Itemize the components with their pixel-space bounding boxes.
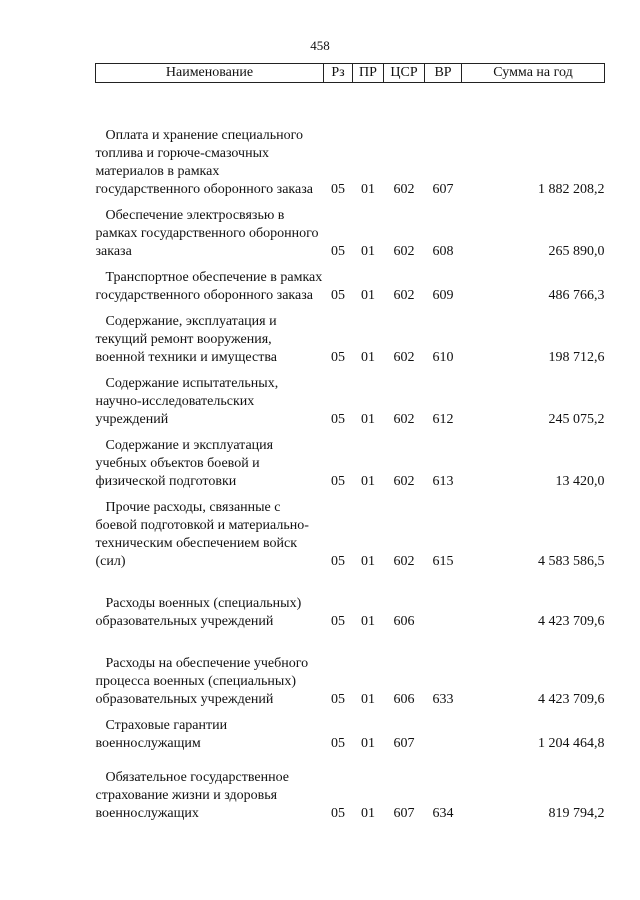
row-sum: 4 423 709,6 (538, 614, 605, 629)
header-name: Наименование (96, 64, 324, 83)
row-csr: 606 (393, 614, 415, 629)
row-pr: 01 (361, 554, 375, 569)
header-pr: ПР (353, 64, 384, 83)
row-rz: 05 (331, 244, 345, 259)
table-row (96, 575, 605, 635)
row-pr: 01 (361, 692, 375, 707)
row-name: Обязательное государственное страхование жизни и здоровья военнослужащих (95, 770, 289, 821)
row-sum: 198 712,6 (548, 350, 605, 365)
row-pr: 01 (361, 806, 375, 821)
row-pr: 01 (361, 182, 375, 197)
row-vr (425, 713, 462, 757)
row-name: Расходы на обеспечение учебного процесса военных (специальных) образовательных учреждений (95, 656, 309, 707)
row-vr: 633 (432, 692, 454, 707)
row-vr: 609 (432, 288, 454, 303)
row-vr: 608 (432, 244, 454, 259)
row-name: Оплата и хранение специального топлива и горюче-смазочных материалов в рамках государственного оборонного заказа (95, 128, 313, 197)
row-csr: 607 (393, 806, 415, 821)
row-pr: 01 (361, 288, 375, 303)
row-pr: 01 (361, 244, 375, 259)
table-row (96, 123, 605, 203)
row-name: Содержание испытательных, научно-исследовательских учреждений (95, 376, 279, 427)
row-pr: 01 (361, 350, 375, 365)
row-csr: 602 (393, 288, 415, 303)
row-rz: 05 (331, 806, 345, 821)
row-vr: 610 (432, 350, 454, 365)
row-name: Прочие расходы, связанные с боевой подготовкой и материально-техническим обеспечением войск (сил) (95, 500, 309, 569)
table-row (96, 713, 605, 757)
row-csr: 602 (393, 554, 415, 569)
row-vr: 612 (432, 412, 454, 427)
row-name: Транспортное обеспечение в рамках государственного оборонного заказа (95, 270, 323, 303)
row-vr: 634 (432, 806, 454, 821)
row-sum: 265 890,0 (548, 244, 605, 259)
row-name: Страховые гарантии военнослужащим (95, 718, 228, 751)
row-sum: 1 204 464,8 (538, 736, 605, 751)
row-pr: 01 (361, 474, 375, 489)
row-csr: 602 (393, 412, 415, 427)
row-csr: 602 (393, 474, 415, 489)
table-row (96, 495, 605, 575)
row-csr: 602 (393, 350, 415, 365)
table-spacer (96, 83, 605, 124)
row-sum: 819 794,2 (548, 806, 605, 821)
row-rz: 05 (331, 736, 345, 751)
header-rz: Рз (324, 64, 353, 83)
budget-table (95, 63, 605, 827)
row-sum: 245 075,2 (548, 412, 605, 427)
row-csr: 602 (393, 244, 415, 259)
header-vr: ВР (425, 64, 462, 83)
row-pr: 01 (361, 736, 375, 751)
row-vr: 613 (432, 474, 454, 489)
row-rz: 05 (331, 692, 345, 707)
row-csr: 602 (393, 182, 415, 197)
row-csr: 607 (393, 736, 415, 751)
row-sum: 486 766,3 (548, 288, 605, 303)
table-row (96, 203, 605, 265)
row-sum: 13 420,0 (555, 474, 605, 489)
table-header-row (96, 64, 605, 83)
table-row (96, 309, 605, 371)
row-rz: 05 (331, 412, 345, 427)
table-row (96, 265, 605, 309)
table-row (96, 371, 605, 433)
row-pr: 01 (361, 412, 375, 427)
row-vr: 615 (432, 554, 454, 569)
row-rz: 05 (331, 288, 345, 303)
row-vr: 607 (432, 182, 454, 197)
header-sum: Сумма на год (462, 64, 605, 83)
row-name: Обеспечение электросвязью в рамках государственного оборонного заказа (95, 208, 319, 259)
row-pr: 01 (361, 614, 375, 629)
table-row (96, 757, 605, 827)
page-number: 458 (310, 38, 330, 53)
row-sum: 1 882 208,2 (538, 182, 605, 197)
row-vr (425, 575, 462, 635)
row-name: Расходы военных (специальных) образовательных учреждений (95, 596, 302, 629)
row-sum: 4 423 709,6 (538, 692, 605, 707)
row-rz: 05 (331, 474, 345, 489)
row-rz: 05 (331, 182, 345, 197)
row-name: Содержание и эксплуатация учебных объектов боевой и физической подготовки (95, 438, 274, 489)
row-rz: 05 (331, 614, 345, 629)
table-row (96, 635, 605, 713)
row-rz: 05 (331, 554, 345, 569)
row-csr: 606 (393, 692, 415, 707)
table-row (96, 433, 605, 495)
row-sum: 4 583 586,5 (538, 554, 605, 569)
row-name: Содержание, эксплуатация и текущий ремонт вооружения, военной техники и имущества (95, 314, 277, 365)
header-csr: ЦСР (384, 64, 425, 83)
row-rz: 05 (331, 350, 345, 365)
